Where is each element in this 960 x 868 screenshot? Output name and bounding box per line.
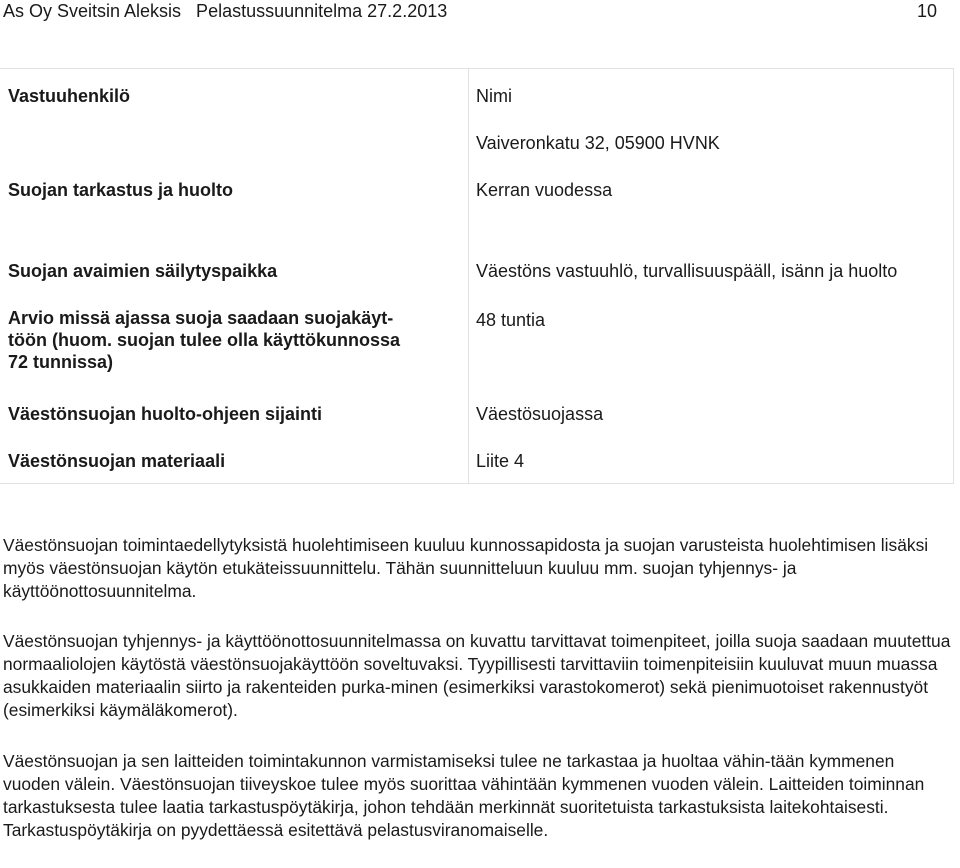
page-header [3, 0, 953, 24]
responsible-person-value: Nimi [476, 86, 512, 106]
readiness-time-label: Arvio missä ajassa suoja saadaan suojakäyt- töön (huom. suojan tulee olla käyttökunnossa 72 tunnissa) [8, 308, 401, 372]
page-number: 10 [917, 1, 938, 21]
column-divider [468, 69, 469, 483]
paragraph-2: Väestönsuojan tyhjennys- ja käyttöönottosuunnitelmassa on kuvattu tarvittavat toimenpiteet, joilla suoja saadaan muutettua normaaliolojen käytöstä väestönsuojakäyttöön soveltuvaksi. Tyypillisesti tarvittaviin toimenpiteisiin kuuluvat muun muassa asukkaiden materiaalin siirto ja rakenteiden purka-minen (esimerkiksi varastokomerot) sekä pienimuotoiset rakennustyöt (esimerkiksi käymäläkomerot). [3, 631, 951, 720]
material-label: Väestönsuojan materiaali [8, 451, 226, 471]
maintenance-guide-label: Väestönsuojan huolto-ohjeen sijainti [8, 404, 323, 424]
inspection-label: Suojan tarkastus ja huolto [8, 180, 234, 200]
paragraph-1: Väestönsuojan toimintaedellytyksistä huolehtimiseen kuuluu kunnossapidosta ja suojan varusteista huolehtimisen lisäksi myös väestönsuojan käytön etukäteissuunnittelu. Tähän suunnitteluun kuuluu mm. suojan tyhjennys- ja käyttöönottosuunnitelma. [3, 535, 929, 601]
shelter-info-table [0, 68, 954, 484]
document-title: As Oy Sveitsin Aleksis Pelastussuunnitelma 27.2.2013 [3, 1, 448, 21]
readiness-time-value: 48 tuntia [476, 310, 546, 330]
address-value: Vaiveronkatu 32, 05900 HVNK [476, 133, 720, 153]
keys-location-value: Väestöns vastuuhlö, turvallisuuspääll, isänn ja huolto [476, 261, 898, 281]
material-value: Liite 4 [476, 451, 525, 471]
maintenance-guide-value: Väestösuojassa [476, 404, 604, 424]
keys-location-label: Suojan avaimien säilytyspaikka [8, 261, 278, 281]
paragraph-3: Väestönsuojan ja sen laitteiden toimintakunnon varmistamiseksi tulee ne tarkastaa ja huoltaa vähin-tään kymmenen vuoden välein. Väestönsuojan tiiveyskoe tulee myös suorittaa vähintään kymmenen vuoden välein. Laitteiden toiminnan tarkastuksesta tulee laatia tarkastuspöytäkirja, johon tehdään merkinnät suoritetuista tarkastuksista laitekohtaisesti. Tarkastuspöytäkirja on pyydettäessä esitettävä pelastusviranomaiselle. [3, 751, 925, 840]
inspection-value: Kerran vuodessa [476, 180, 613, 200]
responsible-person-label: Vastuuhenkilö [8, 86, 131, 106]
